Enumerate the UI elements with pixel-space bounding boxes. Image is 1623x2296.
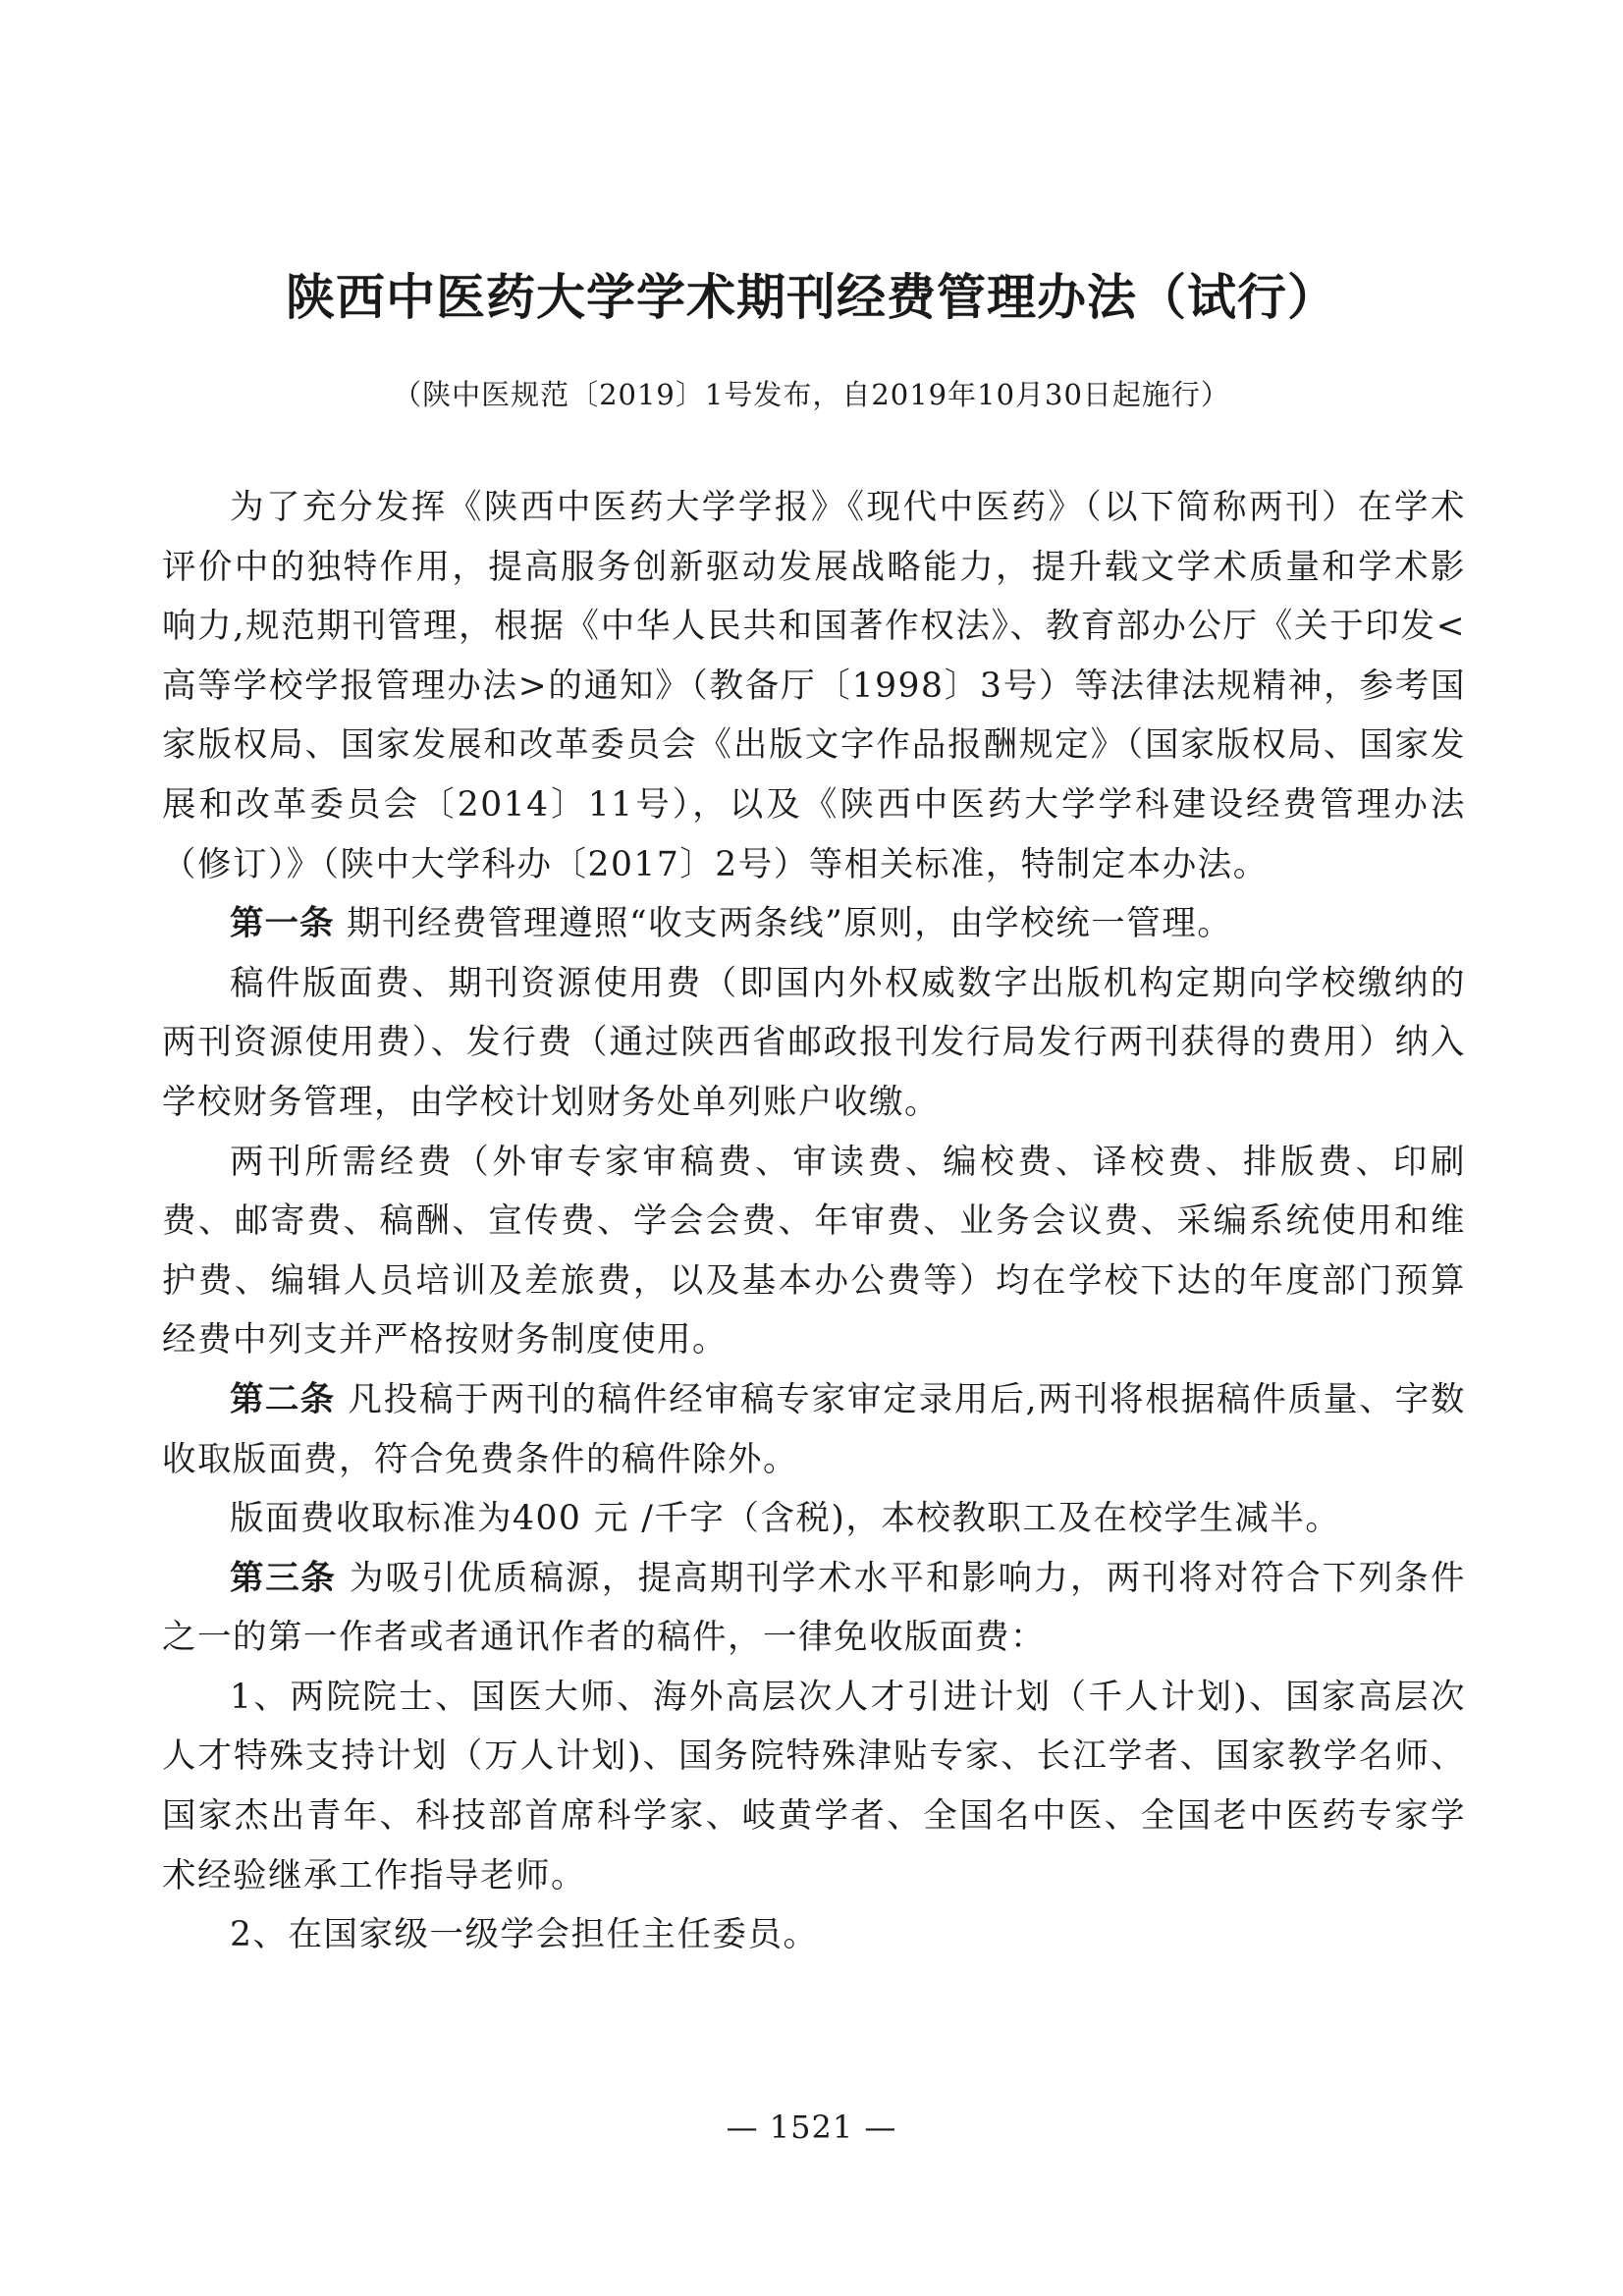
article-label: 第三条 bbox=[230, 1558, 337, 1598]
paragraph-text: 为了充分发挥《陕西中医药大学学报》《现代中医药》（以下简称两刊）在学术评价中的独特作用，提高服务创新驱动发展战略能力，提升载文学术质量和学术影响力,规范期刊管理，根据《中华人民共和国著作权法》、教育部办公厅《关于印发<高等学校学报管理办法>的通知》（教备厅〔1998〕3号）等法律法规精神，参考国家版权局、国家发展和改革委员会《出版文字作品报酬规定》（国家版权局、国家发展和改革委员会〔2014〕11号），以及《陕西中医药大学学科建设经费管理办法（修订）》（陕中大学科办〔2017〕2号）等相关标准，特制定本办法。 bbox=[162, 488, 1466, 884]
article-label: 第一条 bbox=[230, 904, 335, 944]
paragraph-text: 稿件版面费、期刊资源使用费（即国内外权威数字出版机构定期向学校缴纳的两刊资源使用费）、发行费（通过陕西省邮政报刊发行局发行两刊获得的费用）纳入学校财务管理，由学校计划财务处单列账户收缴。 bbox=[162, 963, 1466, 1122]
document-body bbox=[162, 478, 1466, 1965]
document-subtitle: （陕中医规范〔2019〕1号发布，自2019年10月30日起施行） bbox=[393, 378, 1230, 411]
paragraph-text: 凡投稿于两刊的稿件经审稿专家审定录用后,两刊将根据稿件质量、字数收取版面费，符合免费条件的稿件除外。 bbox=[162, 1379, 1467, 1479]
page-number: — 1521 — bbox=[726, 2109, 897, 2146]
paragraph-text: 2、在国家级一级学会担任主任委员。 bbox=[230, 1915, 819, 1955]
document-title: 陕西中医药大学学术期刊经费管理办法（试行） bbox=[286, 268, 1337, 326]
paragraph-text: 为吸引优质稿源，提高期刊学术水平和影响力，两刊将对符合下列条件之一的第一作者或者通讯作者的稿件，一律免收版面费： bbox=[162, 1558, 1467, 1658]
paragraph-text: 版面费收取标准为400 元 /千字（含税)，本校教职工及在校学生减半。 bbox=[230, 1499, 1341, 1539]
paragraph-text: 两刊所需经费（外审专家审稿费、审读费、编校费、译校费、排版费、印刷费、邮寄费、稿酬、宣传费、学会会费、年审费、业务会议费、采编系统使用和维护费、编辑人员培训及差旅费，以及基本办公费等）均在学校下达的年度部门预算经费中列支并严格按财务制度使用。 bbox=[162, 1142, 1466, 1361]
paragraph bbox=[162, 1489, 1466, 1549]
paragraph bbox=[162, 1905, 1466, 1965]
paragraph bbox=[162, 1668, 1466, 1905]
paragraph bbox=[162, 1133, 1466, 1370]
paragraph bbox=[162, 1549, 1466, 1668]
paragraph-text: 期刊经费管理遵照“收支两条线”原则，由学校统一管理。 bbox=[346, 904, 1233, 944]
paragraph-text: 1、两院院士、国医大师、海外高层次人才引进计划（千人计划)、国家高层次人才特殊支持计划（万人计划)、国务院特殊津贴专家、长江学者、国家教学名师、国家杰出青年、科技部首席科学家、岐黄学者、全国名中医、全国老中医药专家学术经验继承工作指导老师。 bbox=[162, 1677, 1466, 1896]
paragraph bbox=[162, 1370, 1466, 1489]
paragraph bbox=[162, 478, 1466, 894]
article-label: 第二条 bbox=[230, 1379, 336, 1419]
paragraph bbox=[162, 894, 1466, 954]
paragraph bbox=[162, 954, 1466, 1133]
